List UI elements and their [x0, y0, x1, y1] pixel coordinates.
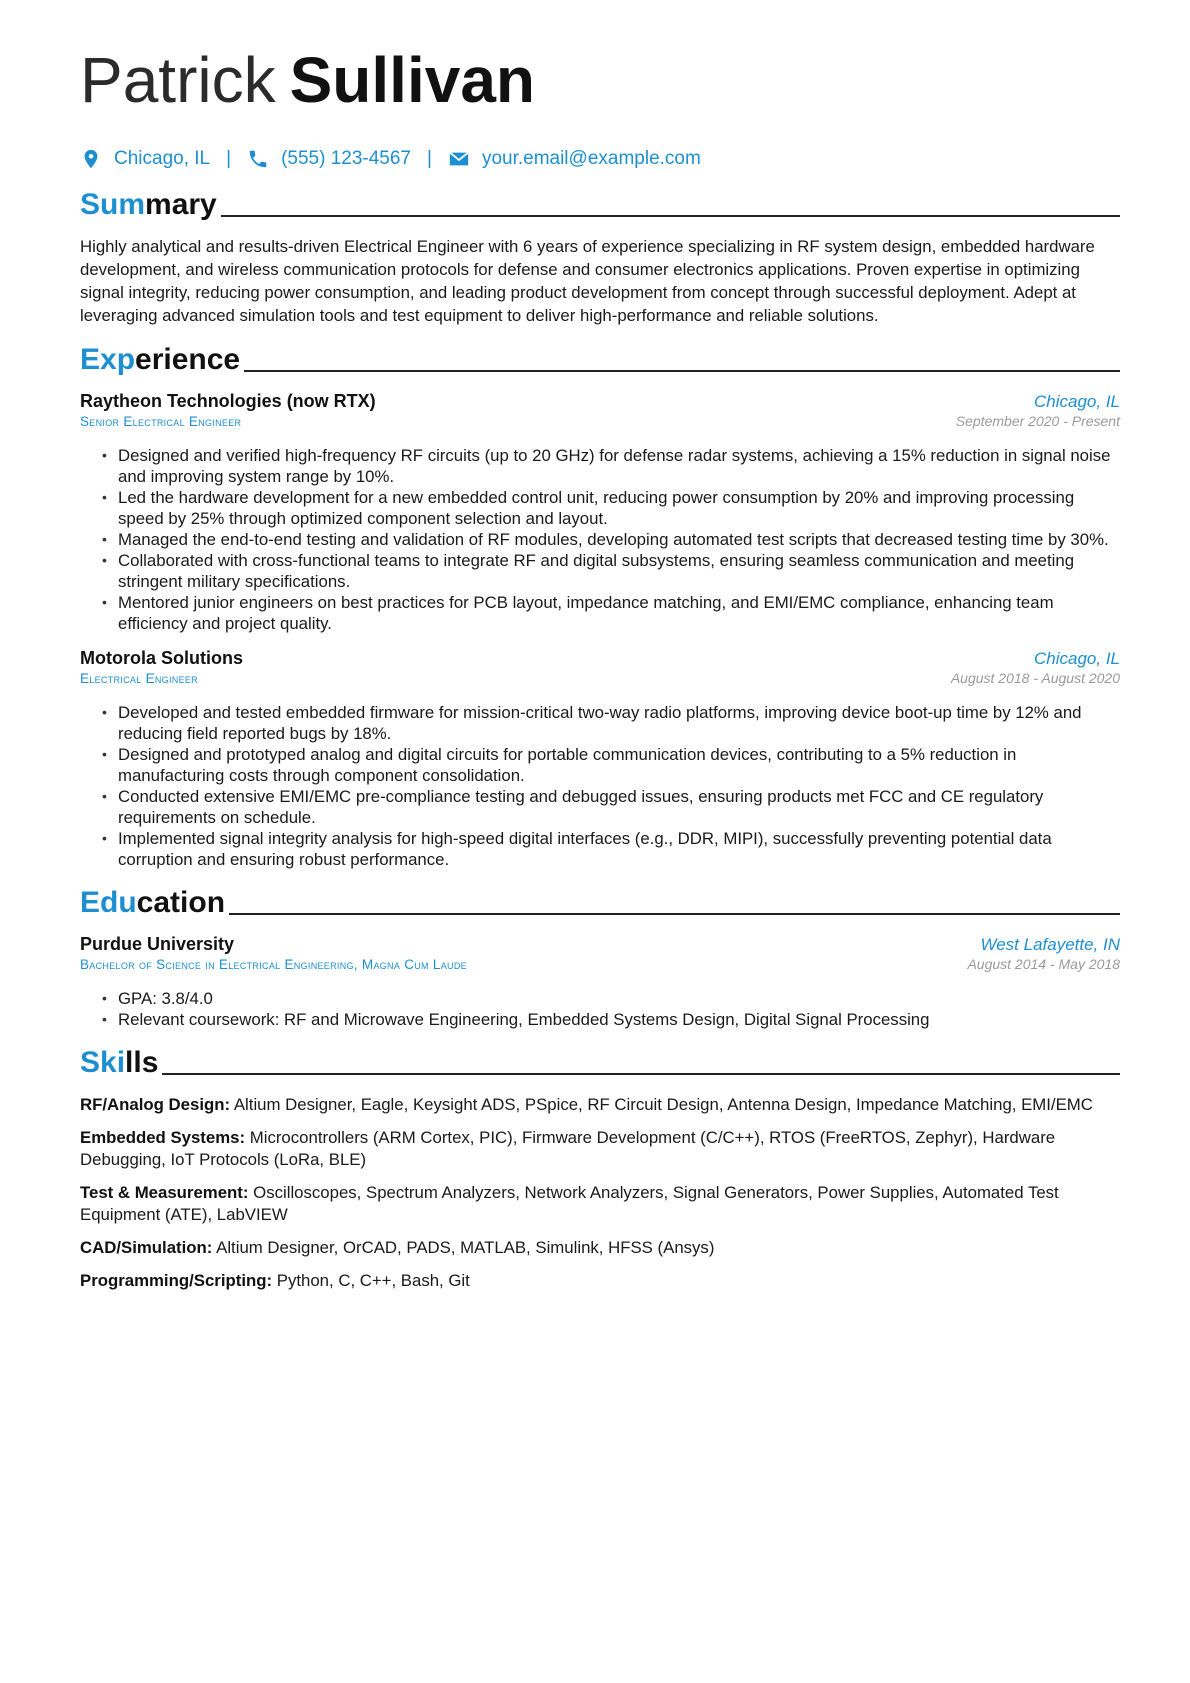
job-bullets — [80, 445, 1120, 634]
email-text: your.email@example.com — [481, 148, 701, 169]
education-subheader — [80, 955, 1120, 972]
section-title-rest: mary — [145, 188, 217, 221]
section-title-accent: Sum — [80, 188, 146, 221]
skill-label: Programming/Scripting: — [80, 1271, 273, 1290]
job-dates: August 2018 - August 2020 — [950, 670, 1120, 686]
skill-line — [80, 1270, 1120, 1292]
skill-label: RF/Analog Design: — [80, 1095, 231, 1114]
list-item: • Relevant coursework: RF and Microwave Engineering, Embedded Systems Design, Digital Signal Processing — [102, 1009, 1120, 1030]
education-dates: August 2014 - May 2018 — [967, 956, 1120, 972]
section-rule — [221, 215, 1120, 217]
company-name: Motorola Solutions — [80, 648, 243, 668]
list-item: • Led the hardware development for a new embedded control unit, reducing power consumption by 20% and improving processing speed by 25% through optimized component selection and layout. — [102, 487, 1120, 529]
job-bullets — [80, 702, 1120, 870]
section-title-rest: cation — [136, 886, 226, 919]
school-location: West Lafayette, IN — [980, 935, 1120, 954]
summary-heading — [80, 184, 1120, 222]
skill-label: Test & Measurement: — [80, 1183, 249, 1202]
skill-line — [80, 1182, 1120, 1226]
company-name: Raytheon Technologies (now RTX) — [80, 391, 376, 411]
school-name: Purdue University — [80, 934, 235, 954]
education-bullets — [80, 988, 1120, 1030]
skill-value: Python, C, C++, Bash, Git — [276, 1271, 470, 1290]
section-title-accent: Exp — [80, 343, 136, 376]
skill-value: Altium Designer, Eagle, Keysight ADS, PSpice, RF Circuit Design, Antenna Design, Impedance Matching, EMI/EMC — [233, 1095, 1093, 1114]
job-entry — [80, 391, 1120, 634]
section-title — [80, 886, 229, 920]
location-text: Chicago, IL — [114, 148, 211, 169]
section-rule — [162, 1073, 1120, 1075]
skills-heading — [80, 1042, 1120, 1080]
contact-separator: | — [427, 148, 432, 169]
list-item: • GPA: 3.8/4.0 — [102, 988, 1120, 1009]
phone-icon — [247, 148, 269, 170]
envelope-icon — [448, 148, 470, 170]
section-title-accent: Edu — [80, 886, 137, 919]
education-header — [80, 934, 1120, 955]
summary-text: Highly analytical and results-driven Electrical Engineer with 6 years of experience specializing in RF system design, embedded hardware development, and wireless communication protocols for defense and consumer electronics applications. Proven expertise in optimizing signal integrity, reducing power consumption, and leading product development from concept through successful deployment. Adept at leveraging advanced simulation tools and test equipment to deliver high-performance and reliable solutions. — [80, 237, 1095, 325]
skill-label: CAD/Simulation: — [80, 1238, 213, 1257]
job-title: Electrical Engineer — [80, 671, 198, 686]
experience-heading — [80, 339, 1120, 377]
list-item: • Designed and verified high-frequency RF circuits (up to 20 GHz) for defense radar systems, achieving a 15% reduction in signal noise and improving system range by 10%. — [102, 445, 1120, 487]
list-item: • Managed the end-to-end testing and validation of RF modules, developing automated test scripts that decreased testing time by 30%. — [102, 529, 1120, 550]
education-entry — [80, 934, 1120, 1030]
first-name: Patrick — [80, 44, 276, 116]
list-item: • Designed and prototyped analog and digital circuits for portable communication devices, contributing to a 5% reduction in manufacturing costs through component consolidation. — [102, 744, 1120, 786]
contact-email[interactable] — [448, 148, 701, 170]
section-rule — [229, 913, 1120, 915]
job-location: Chicago, IL — [1034, 392, 1120, 411]
contact-separator: | — [226, 148, 232, 169]
list-item: • Developed and tested embedded firmware for mission-critical two-way radio platforms, improving device boot-up time by 12% and reducing field reported bugs by 18%. — [102, 702, 1120, 744]
job-entry — [80, 648, 1120, 870]
list-item: • Implemented signal integrity analysis for high-speed digital interfaces (e.g., DDR, MIPI), successfully preventing potential data corruption and ensuring robust performance. — [102, 828, 1120, 870]
skill-value: Oscilloscopes, Spectrum Analyzers, Network Analyzers, Signal Generators, Power Supplies, Automated Test Equipment (ATE), LabVIEW — [80, 1183, 1059, 1224]
job-header — [80, 648, 1120, 669]
job-dates: September 2020 - Present — [955, 413, 1120, 429]
section-rule — [244, 370, 1120, 372]
skill-label: Embedded Systems: — [80, 1128, 246, 1147]
skill-value: Altium Designer, OrCAD, PADS, MATLAB, Simulink, HFSS (Ansys) — [216, 1238, 715, 1257]
section-title-rest: erience — [135, 343, 241, 376]
section-title — [80, 1046, 162, 1080]
phone-text: (555) 123-4567 — [281, 148, 411, 169]
contact-phone[interactable] — [247, 148, 411, 170]
section-title — [80, 188, 221, 222]
job-subheader — [80, 412, 1120, 429]
list-item: • Mentored junior engineers on best practices for PCB layout, impedance matching, and EMI/EMC compliance, enhancing team efficiency and project quality. — [102, 592, 1120, 634]
section-title-accent: Ski — [80, 1046, 126, 1079]
contact-line — [80, 144, 1120, 174]
skill-line — [80, 1094, 1120, 1116]
degree: Bachelor of Science in Electrical Engineering, Magna Cum Laude — [80, 957, 467, 972]
list-item: • Collaborated with cross-functional teams to integrate RF and digital subsystems, ensuring seamless communication and meeting stringent military specifications. — [102, 550, 1120, 592]
section-title-rest: lls — [125, 1046, 159, 1079]
skill-line — [80, 1127, 1120, 1171]
job-subheader — [80, 669, 1120, 686]
skill-line — [80, 1237, 1120, 1259]
candidate-name — [80, 40, 1120, 120]
contact-location — [80, 148, 210, 170]
map-pin-icon — [80, 148, 102, 170]
education-heading — [80, 882, 1120, 920]
resume-content — [80, 40, 1120, 1292]
last-name: Sullivan — [289, 44, 535, 116]
job-title: Senior Electrical Engineer — [80, 414, 242, 429]
job-header — [80, 391, 1120, 412]
job-location: Chicago, IL — [1034, 649, 1120, 668]
list-item: • Conducted extensive EMI/EMC pre-compliance testing and debugged issues, ensuring products met FCC and CE regulatory requirements on schedule. — [102, 786, 1120, 828]
skill-value: Microcontrollers (ARM Cortex, PIC), Firmware Development (C/C++), RTOS (FreeRTOS, Zephyr), Hardware Debugging, IoT Protocols (LoRa, BLE) — [80, 1128, 1056, 1169]
section-title — [80, 343, 244, 377]
